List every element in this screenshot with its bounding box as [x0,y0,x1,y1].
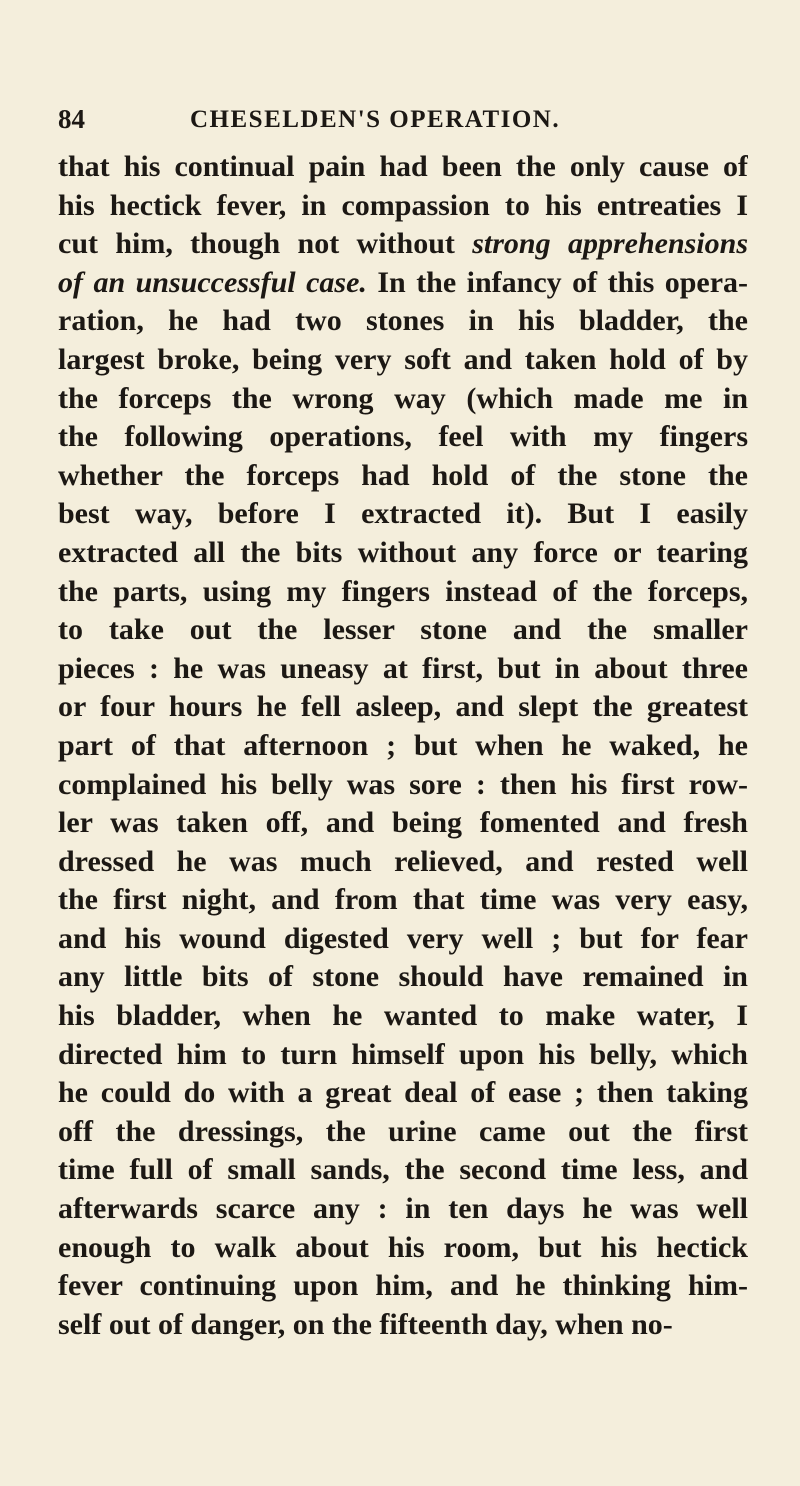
text-line: largest broke, being very soft and taken hold of by [58,342,748,376]
text-line: off the dressings, the urine came out the first [58,1114,748,1148]
text-line: or four hours he fell asleep, and slept the greatest [58,690,748,724]
text-line: dressed he was much relieved, and rested well [58,844,748,878]
text-line: best way, before I extracted it). But I easily [58,497,748,531]
text-line: time full of small sands, the second time less, and [58,1153,748,1187]
text-line: self out of danger, on the fifteenth day, when no- [58,1307,673,1341]
text-line: afterwards scarce any : in ten days he was well [58,1192,748,1226]
text-line: any little bits of stone should have remained in [58,960,748,994]
text-line: part of that afternoon ; but when he waked, he [58,728,748,762]
text-line: to take out the lesser stone and the smaller [58,613,748,647]
text-line: he could do with a great deal of ease ; then taking [58,1076,748,1110]
text-line: the parts, using my fingers instead of the forceps, [58,574,748,608]
text-line: pieces : he was uneasy at first, but in about three [58,651,748,685]
text-line: whether the forceps had hold of the stone the [58,458,748,492]
text-line: the forceps the wrong way (which made me in [58,381,748,415]
text-line: extracted all the bits without any force or tearing [58,535,748,569]
italic-phrase: strong apprehensions [472,227,748,261]
text-span: In the infancy of this opera- [377,265,748,299]
text-line: the following operations, feel with my fingers [58,420,748,454]
text-line: that his continual pain had been the only cause of [58,150,748,183]
text-line: ler was taken off, and being fomented and fresh [58,806,748,840]
text-line: fever continuing upon him, and he thinking him- [58,1269,748,1303]
italic-phrase: of an unsuccessful case. [58,265,367,299]
text-line: ration, he had two stones in his bladder, the [58,304,748,338]
text-line: his hectick fever, in compassion to his entreaties I [58,188,748,222]
text-line: the first night, and from that time was very easy, [58,883,748,917]
text-line: enough to walk about his room, but his hectick [58,1230,748,1264]
text-span: cut him, though not without [58,227,455,261]
text-line [58,264,748,303]
page-number: 84 [58,104,85,134]
text-line: and his wound digested very well ; but for fear [58,921,748,955]
text-line [58,225,748,264]
body-text [58,148,748,1344]
text-line: complained his belly was sore : then his first row- [58,767,748,801]
text-line: directed him to turn himself upon his belly, which [58,1037,748,1071]
running-head [58,104,748,140]
running-title: CHESELDEN'S OPERATION. [190,106,561,133]
text-line: his bladder, when he wanted to make water, I [58,999,748,1033]
